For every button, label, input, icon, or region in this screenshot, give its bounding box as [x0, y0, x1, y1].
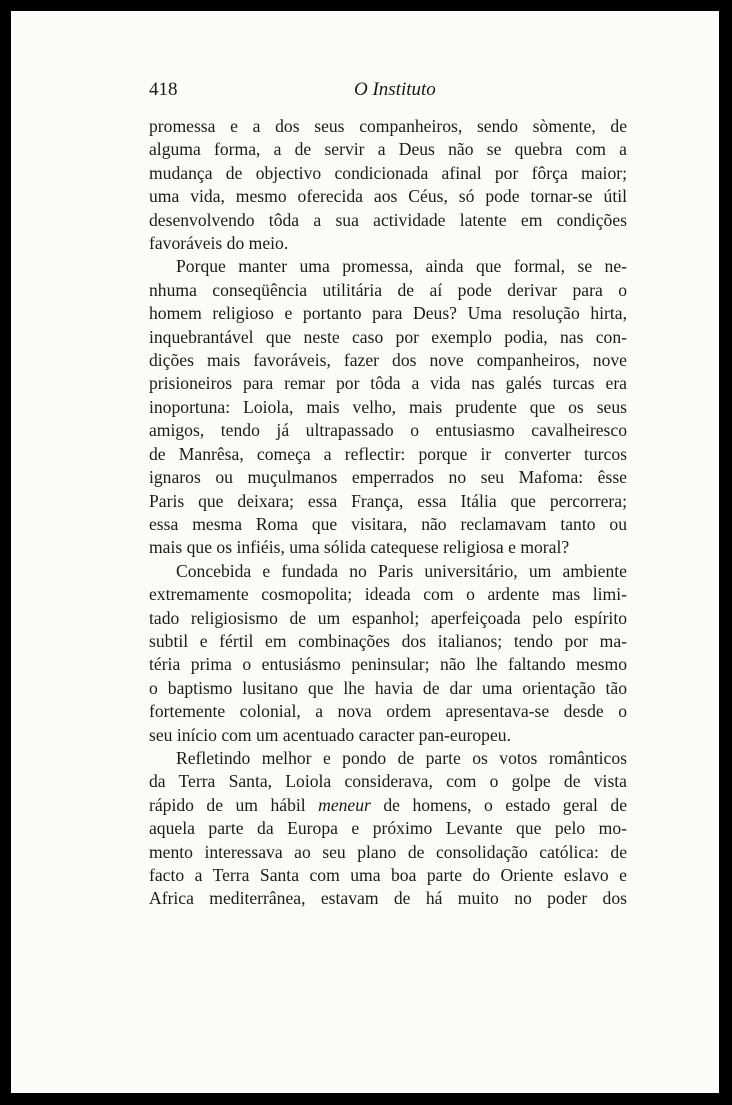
text-line: Africa mediterrânea, estavam de há muito no poder dos	[149, 888, 627, 909]
text-line: promessa e a dos seus companheiros, sendo sòmente, de	[149, 116, 627, 136]
text-line: da Terra Santa, Loiola considerava, com o golpe de vista	[149, 771, 627, 792]
italic-word: meneur	[318, 794, 371, 815]
paragraph-2	[149, 255, 627, 559]
text-line: mais que os infiéis, uma sólida catequese religiosa e moral?	[149, 537, 570, 558]
text-line: inquebrantável que neste caso por exemplo podia, nas con-	[149, 326, 627, 347]
text-line: dições mais favoráveis, fazer dos nove companheiros, nove	[149, 350, 627, 371]
page-header	[149, 79, 627, 109]
text-line: subtil e fértil em combinações dos italianos; tendo por ma-	[149, 630, 627, 651]
paragraph-1	[149, 115, 627, 255]
text-line: homem religioso e portanto para Deus? Uma resolução hirta,	[149, 303, 627, 324]
text-line: mudança de objectivo condicionada afinal por fôrça maior;	[149, 162, 627, 183]
text-line: Concebida e fundada no Paris universitário, um ambiente	[176, 560, 627, 581]
text-line: prisioneiros para remar por tôda a vida nas galés turcas era	[149, 373, 627, 394]
text-line: fortemente colonial, a nova ordem apresentava-se desde o	[149, 701, 627, 722]
page-number: 418	[149, 79, 178, 100]
text-line: inoportuna: Loiola, mais velho, mais prudente que os seus	[149, 396, 627, 417]
text-line: o baptismo lusitano que lhe havia de dar uma orientação tão	[149, 677, 627, 698]
text-line: téria prima o entusiásmo peninsular; não lhe faltando mesmo	[149, 654, 627, 675]
book-page	[11, 11, 719, 1093]
text-line: amigos, tendo já ultrapassado o entusiasmo cavalheiresco	[149, 420, 627, 441]
text-line: Porque manter uma promessa, ainda que formal, se ne-	[176, 256, 627, 277]
text-line: favoráveis do meio.	[149, 233, 289, 254]
paragraph-3	[149, 560, 627, 747]
text-line: essa mesma Roma que visitara, não reclamavam tanto ou	[149, 513, 627, 534]
text-line: tado religiosismo de um espanhol; aperfeiçoada pelo espírito	[149, 607, 627, 628]
running-title: O Instituto	[354, 79, 436, 100]
text-line: rápido de um hábil meneur de homens, o estado geral de	[149, 794, 627, 815]
text-line: alguma forma, a de servir a Deus não se quebra com a	[149, 139, 627, 160]
text-line: extremamente cosmopolita; ideada com o ardente mas limi-	[149, 584, 627, 605]
text-line: desenvolvendo tôda a sua actividade latente em condições	[149, 209, 627, 230]
paragraph-4	[149, 747, 627, 911]
text-line: Paris que deixara; essa França, essa Itália que percorrera;	[149, 490, 627, 511]
text-line: aquela parte da Europa e próximo Levante que pelo mo-	[149, 818, 627, 839]
text-line: nhuma conseqüência utilitária de aí pode derivar para o	[149, 279, 627, 300]
text-line: mento interessava ao seu plano de consolidação católica: de	[149, 841, 627, 862]
text-line: uma vida, mesmo oferecida aos Céus, só pode tornar-se útil	[149, 186, 627, 207]
text-line: facto a Terra Santa com uma boa parte do Oriente eslavo e	[149, 865, 627, 885]
text-line: de Manrêsa, começa a reflectir: porque ir converter turcos	[149, 443, 627, 464]
text-line: ignaros ou muçulmanos emperrados no seu Mafoma: êsse	[149, 467, 627, 488]
text-line: Refletindo melhor e pondo de parte os votos românticos	[176, 747, 627, 768]
body-text	[149, 115, 627, 911]
text-line: seu início com um acentuado caracter pan-europeu.	[149, 724, 511, 745]
